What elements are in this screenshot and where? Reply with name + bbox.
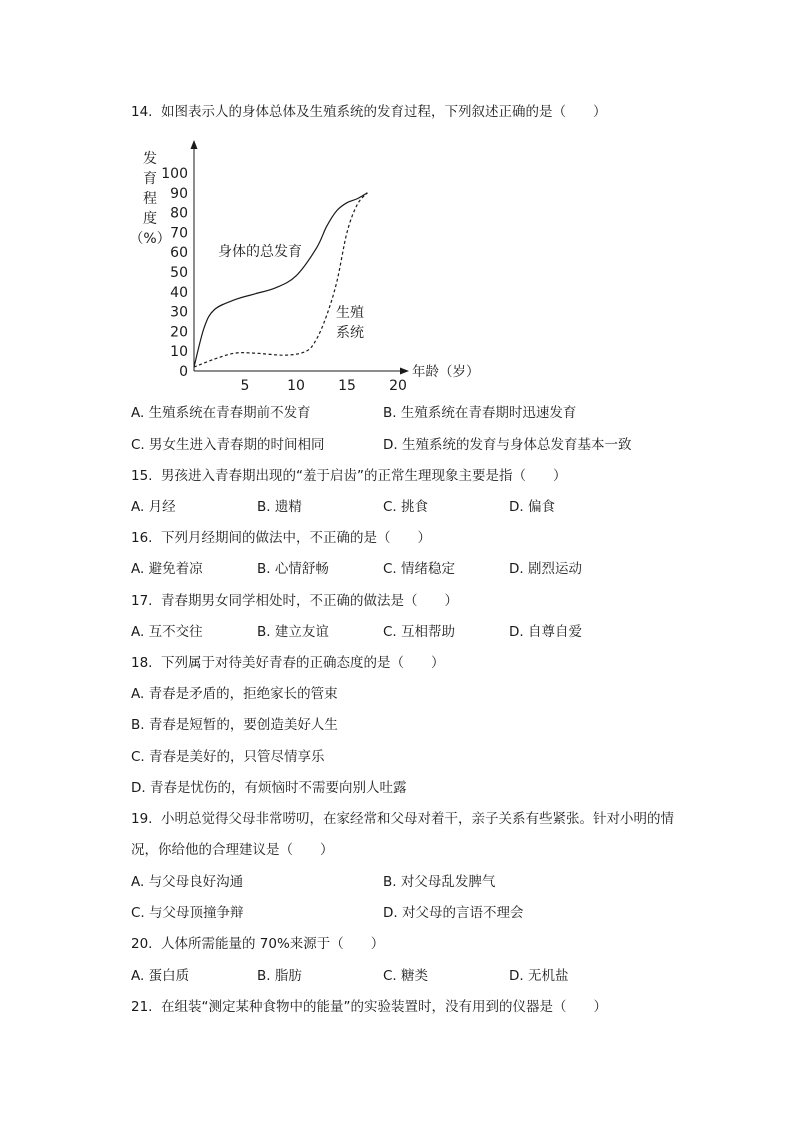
x-tick-label: 5 [240,378,250,394]
question-text: 如图表示人的身体总体及生殖系统的发育过程，下列叙述正确的是（ ） [161,104,607,120]
question-text: 人体所需能量的 70%来源于（ ） [161,936,385,952]
y-tick-label: 70 [170,225,188,242]
q19-option-c[interactable]: C. 与父母顶撞争辩 [131,905,244,921]
q19-option-a[interactable]: A. 与父母良好沟通 [131,874,244,890]
y-axis-label-char: 程 [143,191,157,207]
q14-option-c[interactable]: C. 男女生进入青春期的时间相同 [131,437,325,453]
q17-option-b[interactable]: B. 建立友谊 [257,624,329,640]
question-text: 下列属于对待美好青春的正确态度的是（ ） [161,655,445,671]
question-17-stem [131,592,458,610]
y-tick-label: 40 [170,284,188,301]
y-tick-label: 20 [170,324,188,341]
question-number: 16. [131,530,153,546]
q20-option-b[interactable]: B. 脂肪 [257,968,302,984]
question-20-stem [131,935,384,953]
series-label-reproductive-system: 系统 [336,325,364,341]
y-tick-label: 60 [170,245,188,262]
chart-axes [191,140,480,380]
q19-option-b[interactable]: B. 对父母乱发脾气 [383,874,496,890]
q18-option-d[interactable]: D. 青春是忧伤的，有烦恼时不需要向别人吐露 [131,780,407,796]
question-19-stem [131,810,674,828]
x-axis-arrow [400,368,409,375]
question-text: 下列月经期间的做法中，不正确的是（ ） [161,530,431,546]
y-tick-label: 10 [170,344,188,361]
y-axis-label-char: 育 [143,171,157,187]
x-tick-label: 15 [338,378,356,394]
q16-option-b[interactable]: B. 心情舒畅 [257,561,329,577]
series-label-total-development: 身体的总发育 [218,244,302,260]
question-15-stem [131,467,567,485]
question-number: 21. [131,999,153,1015]
q16-option-a[interactable]: A. 避免着凉 [131,561,203,577]
q18-option-a[interactable]: A. 青春是矛盾的，拒绝家长的管束 [131,686,338,702]
y-tick-label: 50 [170,265,188,281]
question-number: 20. [131,936,153,952]
q16-option-c[interactable]: C. 情绪稳定 [383,561,456,577]
q20-option-d[interactable]: D. 无机盐 [509,968,569,984]
q15-option-d[interactable]: D. 偏食 [509,499,555,515]
question-19-stem-continued: 况，你给他的合理建议是（ ） [131,842,334,858]
chart-series [194,193,367,367]
q15-option-b[interactable]: B. 遗精 [257,499,302,515]
question-text: 男孩进入青春期出现的“羞于启齿”的正常生理现象主要是指（ ） [161,468,567,484]
q16-option-d[interactable]: D. 剧烈运动 [509,561,582,577]
q17-option-a[interactable]: A. 互不交往 [131,624,203,640]
x-axis-label: 年龄（岁） [412,364,480,380]
x-axis-ticks [241,378,407,394]
y-tick-label: 80 [170,205,188,222]
q18-option-b[interactable]: B. 青春是短暂的，要创造美好人生 [131,717,338,733]
y-tick-label: 30 [170,304,188,321]
development-chart [129,140,498,394]
question-14-stem [131,103,607,121]
q19-option-d[interactable]: D. 对父母的言语不理会 [383,905,524,921]
q14-option-d[interactable]: D. 生殖系统的发育与身体总发育基本一致 [383,437,632,453]
x-tick-label: 10 [287,378,305,394]
question-number: 18. [131,655,153,671]
series-label-reproductive-system: 生殖 [336,305,364,321]
y-axis-label-char: 发 [143,151,157,167]
q18-option-c[interactable]: C. 青春是美好的，只管尽情享乐 [131,749,325,765]
x-tick-label: 20 [389,378,407,394]
question-18-stem [131,654,445,672]
question-number: 19. [131,811,153,827]
question-number: 17. [131,593,153,609]
question-text: 小明总觉得父母非常唠叨，在家经常和父母对着干，亲子关系有些紧张。针对小明的情 [161,811,674,827]
q17-option-c[interactable]: C. 互相帮助 [383,624,456,640]
y-tick-label: 0 [179,364,188,380]
y-axis-label-char: 度 [143,211,157,227]
q15-option-c[interactable]: C. 挑食 [383,499,429,515]
question-21-stem [131,998,607,1016]
question-number: 14. [131,104,153,120]
question-16-stem [131,529,431,547]
q20-option-c[interactable]: C. 糖类 [383,968,429,984]
q17-option-d[interactable]: D. 自尊自爱 [509,624,582,640]
y-axis-label-char: （%） [129,231,171,247]
question-text: 青春期男女同学相处时，不正确的做法是（ ） [161,593,458,609]
q14-option-b[interactable]: B. 生殖系统在青春期时迅速发育 [383,405,577,421]
y-axis-arrow [191,140,198,149]
q15-option-a[interactable]: A. 月经 [131,499,176,515]
q14-option-a[interactable]: A. 生殖系统在青春期前不发育 [131,405,311,421]
q20-option-a[interactable]: A. 蛋白质 [131,968,190,984]
question-text: 在组装“测定某种食物中的能量”的实验装置时，没有用到的仪器是（ ） [161,999,607,1015]
question-number: 15. [131,468,153,484]
y-tick-label: 100 [161,166,188,182]
y-tick-label: 90 [170,185,188,202]
y-axis-ticks [161,166,188,380]
